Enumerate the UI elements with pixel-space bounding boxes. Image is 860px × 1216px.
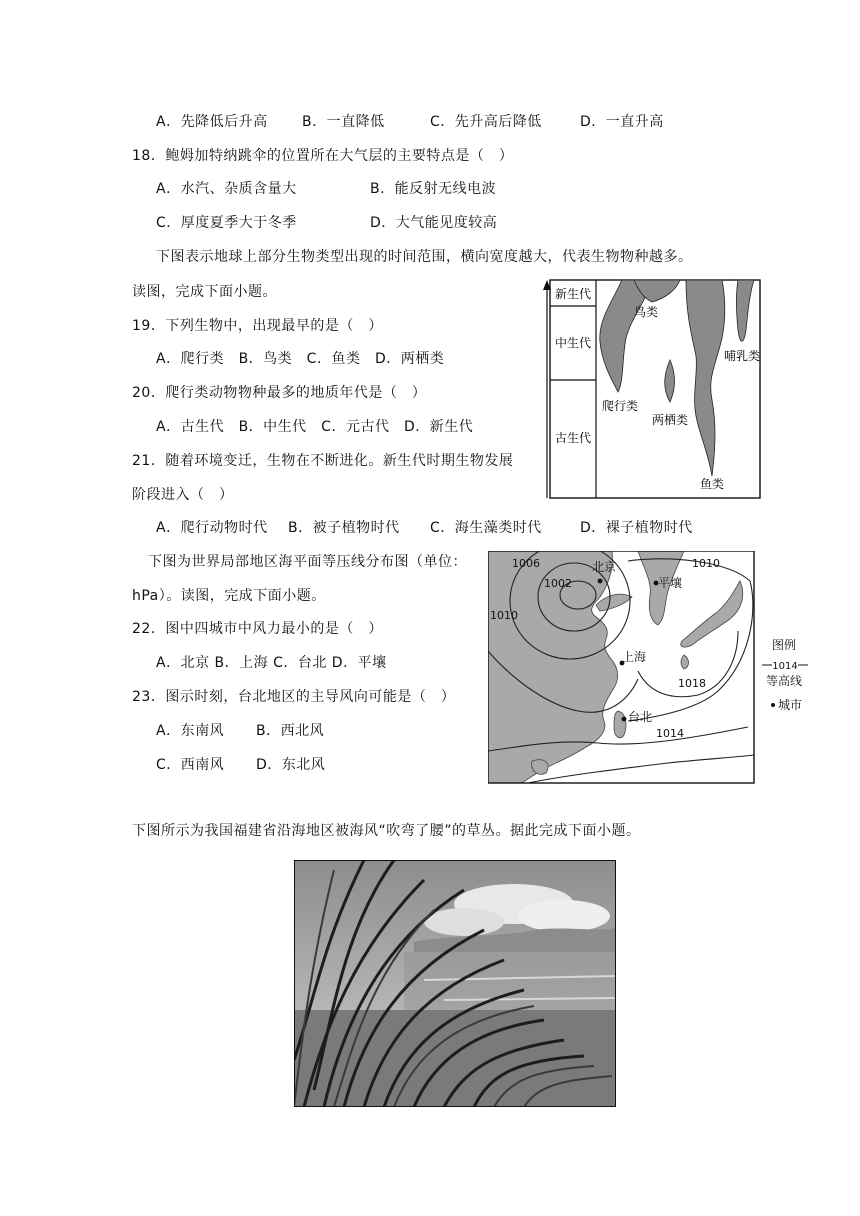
label-fish: 鱼类 xyxy=(699,477,725,491)
q22-options: A．北京 B．上海 C．台北 D．平壤 xyxy=(156,655,387,671)
q21-option-d: D．裸子植物时代 xyxy=(580,520,693,536)
q17-option-a: A．先降低后升高 xyxy=(156,114,268,130)
q23-option-b: B．西北风 xyxy=(256,723,325,739)
label-taipei: 台北 xyxy=(628,710,653,724)
mammals-shape xyxy=(737,280,755,341)
fish-shape xyxy=(686,280,725,476)
label-mammals: 哺乳类 xyxy=(723,349,761,363)
intro-biology-line2: 读图，完成下面小题。 xyxy=(132,284,277,300)
label-birds: 鸟类 xyxy=(633,305,659,319)
q23-option-a: A．东南风 xyxy=(156,723,225,739)
q18-option-d: D．大气能见度较高 xyxy=(370,215,498,231)
city-taipei-dot xyxy=(622,717,627,722)
map-legend xyxy=(762,637,808,712)
isobar-map xyxy=(488,551,812,785)
q17-option-c: C．先升高后降低 xyxy=(430,114,542,130)
intro-pressure-line2: hPa）。读图，完成下面小题。 xyxy=(132,588,326,604)
q17-option-d: D．一直升高 xyxy=(580,114,664,130)
isobar-label-1010-west: 1010 xyxy=(490,609,518,622)
q18-option-c: C．厚度夏季大于冬季 xyxy=(156,215,297,231)
q18-option-a: A．水汽、杂质含量大 xyxy=(156,181,297,197)
q21-stem-line2: 阶段进入（ ） xyxy=(132,487,234,503)
q22-stem: 22．图中四城市中风力最小的是（ ） xyxy=(132,621,383,637)
q21-option-a: A．爬行动物时代 xyxy=(156,520,268,536)
intro-grass: 下图所示为我国福建省沿海地区被海风“吹弯了腰”的草丛。据此完成下面小题。 xyxy=(132,823,641,839)
label-beijing: 北京 xyxy=(592,560,617,574)
label-pyongyang: 平壤 xyxy=(658,576,683,590)
era-mesozoic: 中生代 xyxy=(554,336,592,350)
q23-option-c: C．西南风 xyxy=(156,757,225,773)
label-shanghai: 上海 xyxy=(622,650,647,664)
q21-stem-line1: 21．随着环境变迁，生物在不断进化。新生代时期生物发展 xyxy=(132,453,514,469)
q19-options: A．爬行类 B．鸟类 C．鱼类 D．两栖类 xyxy=(156,351,445,367)
isobar-label-1010-east: 1010 xyxy=(692,557,720,570)
grass-photo xyxy=(294,860,616,1107)
evolution-diagram xyxy=(540,276,764,502)
legend-city: 城市 xyxy=(778,698,803,712)
label-amphibians: 两栖类 xyxy=(651,413,689,427)
q19-stem: 19．下列生物中，出现最早的是（ ） xyxy=(132,318,383,334)
isobar-label-1018: 1018 xyxy=(678,677,706,690)
isobar-label-1006: 1006 xyxy=(512,557,540,570)
q20-stem: 20．爬行类动物物种最多的地质年代是（ ） xyxy=(132,385,427,401)
era-paleozoic: 古生代 xyxy=(554,431,592,445)
isobar-label-1014: 1014 xyxy=(656,727,684,740)
q21-option-b: B．被子植物时代 xyxy=(288,520,400,536)
q20-options: A．古生代 B．中生代 C．元古代 D．新生代 xyxy=(156,419,474,435)
q23-option-d: D．东北风 xyxy=(256,757,326,773)
amphibians-shape xyxy=(665,360,675,402)
q17-option-b: B．一直降低 xyxy=(302,114,385,130)
city-beijing-dot xyxy=(598,579,603,584)
q21-option-c: C．海生藻类时代 xyxy=(430,520,542,536)
intro-biology-line1: 下图表示地球上部分生物类型出现的时间范围，横向宽度越大，代表生物物种越多。 xyxy=(156,249,693,265)
legend-value: 1014 xyxy=(772,661,798,672)
era-cenozoic: 新生代 xyxy=(554,287,592,301)
legend-title: 图例 xyxy=(771,638,797,652)
isobar-label-1002: 1002 xyxy=(544,577,572,590)
q23-stem: 23．图示时刻，台北地区的主导风向可能是（ ） xyxy=(132,689,456,705)
q18-option-b: B．能反射无线电波 xyxy=(370,181,497,197)
intro-pressure-line1: 下图为世界局部地区海平面等压线分布图（单位： xyxy=(148,554,467,570)
legend-contour: 等高线 xyxy=(765,674,803,688)
label-reptiles: 爬行类 xyxy=(601,399,639,413)
q18-stem: 18．鲍姆加特纳跳伞的位置所在大气层的主要特点是（ ） xyxy=(132,148,514,164)
